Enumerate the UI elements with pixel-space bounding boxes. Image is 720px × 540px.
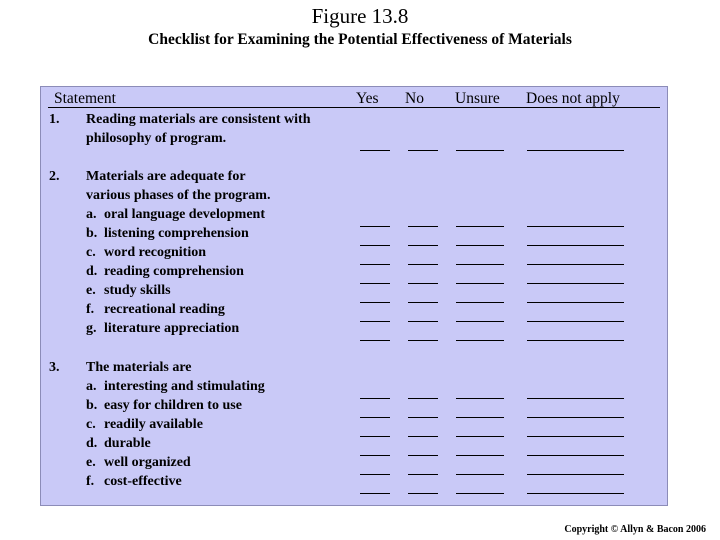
subitem-text: well organized bbox=[104, 455, 191, 470]
item-number: 3. bbox=[49, 360, 60, 375]
does-not-apply-blank[interactable] bbox=[527, 321, 624, 322]
no-blank[interactable] bbox=[408, 417, 438, 418]
no-blank[interactable] bbox=[408, 436, 438, 437]
subitem-text: interesting and stimulating bbox=[104, 379, 265, 394]
header-rule bbox=[48, 107, 660, 108]
no-blank[interactable] bbox=[408, 493, 438, 494]
subitem-text: listening comprehension bbox=[104, 226, 249, 241]
yes-blank[interactable] bbox=[360, 455, 390, 456]
subitem bbox=[86, 207, 265, 223]
subitem bbox=[86, 455, 191, 471]
yes-blank[interactable] bbox=[360, 436, 390, 437]
does-not-apply-blank[interactable] bbox=[527, 417, 624, 418]
unsure-blank[interactable] bbox=[456, 302, 504, 303]
unsure-blank[interactable] bbox=[456, 417, 504, 418]
subitem bbox=[86, 321, 239, 337]
item-number: 2. bbox=[49, 169, 60, 184]
item-text-line: The materials are bbox=[86, 360, 192, 375]
subitem-letter: d. bbox=[86, 264, 98, 279]
subitem-text: readily available bbox=[104, 417, 203, 432]
does-not-apply-blank[interactable] bbox=[527, 302, 624, 303]
unsure-blank[interactable] bbox=[456, 455, 504, 456]
subitem bbox=[86, 245, 206, 261]
yes-blank[interactable] bbox=[360, 417, 390, 418]
does-not-apply-blank[interactable] bbox=[527, 264, 624, 265]
yes-blank[interactable] bbox=[360, 283, 390, 284]
no-blank[interactable] bbox=[408, 264, 438, 265]
subitem bbox=[86, 417, 203, 433]
does-not-apply-blank[interactable] bbox=[527, 455, 624, 456]
subitem-text: word recognition bbox=[104, 245, 207, 260]
item-number: 1. bbox=[49, 112, 60, 127]
header-does-not-apply: Does not apply bbox=[526, 90, 620, 107]
no-blank[interactable] bbox=[408, 226, 438, 227]
does-not-apply-blank[interactable] bbox=[527, 474, 624, 475]
header-yes: Yes bbox=[356, 90, 379, 107]
subitem-text: study skills bbox=[104, 283, 171, 298]
no-blank[interactable] bbox=[408, 245, 438, 246]
yes-blank[interactable] bbox=[360, 340, 390, 341]
does-not-apply-blank[interactable] bbox=[527, 340, 624, 341]
item-text-line: various phases of the program. bbox=[86, 188, 271, 203]
yes-blank[interactable] bbox=[360, 302, 390, 303]
subitem bbox=[86, 436, 151, 452]
subitem-letter: g. bbox=[86, 321, 97, 336]
subitem-text: reading comprehension bbox=[104, 264, 244, 279]
unsure-blank[interactable] bbox=[456, 283, 504, 284]
subitem-letter: c. bbox=[86, 417, 96, 432]
no-blank[interactable] bbox=[408, 455, 438, 456]
does-not-apply-blank[interactable] bbox=[527, 150, 624, 151]
unsure-blank[interactable] bbox=[456, 436, 504, 437]
subitem-letter: e. bbox=[86, 283, 96, 298]
does-not-apply-blank[interactable] bbox=[527, 398, 624, 399]
item-text-line: Reading materials are consistent with bbox=[86, 112, 311, 127]
subitem-letter: a. bbox=[86, 379, 97, 394]
no-blank[interactable] bbox=[408, 474, 438, 475]
yes-blank[interactable] bbox=[360, 493, 390, 494]
header-statement: Statement bbox=[54, 90, 116, 107]
no-blank[interactable] bbox=[408, 340, 438, 341]
subitem bbox=[86, 226, 249, 242]
subitem bbox=[86, 398, 242, 414]
subitem-letter: d. bbox=[86, 436, 98, 451]
unsure-blank[interactable] bbox=[456, 264, 504, 265]
copyright-notice: Copyright © Allyn & Bacon 2006 bbox=[564, 524, 706, 535]
yes-blank[interactable] bbox=[360, 226, 390, 227]
subitem bbox=[86, 264, 244, 280]
subitem bbox=[86, 302, 225, 318]
no-blank[interactable] bbox=[408, 283, 438, 284]
unsure-blank[interactable] bbox=[456, 340, 504, 341]
yes-blank[interactable] bbox=[360, 150, 390, 151]
subitem-letter: a. bbox=[86, 207, 97, 222]
figure-subtitle: Checklist for Examining the Potential Effectiveness of Materials bbox=[148, 31, 572, 48]
subitem-letter: f. bbox=[86, 474, 95, 489]
yes-blank[interactable] bbox=[360, 474, 390, 475]
subitem-text: oral language development bbox=[104, 207, 265, 222]
subitem bbox=[86, 379, 265, 395]
no-blank[interactable] bbox=[408, 302, 438, 303]
does-not-apply-blank[interactable] bbox=[527, 245, 624, 246]
subitem bbox=[86, 283, 171, 299]
subitem-letter: b. bbox=[86, 398, 98, 413]
subitem-letter: f. bbox=[86, 302, 95, 317]
does-not-apply-blank[interactable] bbox=[527, 283, 624, 284]
subitem bbox=[86, 474, 182, 490]
unsure-blank[interactable] bbox=[456, 474, 504, 475]
subitem-letter: c. bbox=[86, 245, 96, 260]
subitem-text: literature appreciation bbox=[104, 321, 240, 336]
item-text-line: Materials are adequate for bbox=[86, 169, 246, 184]
subitem-text: cost-effective bbox=[104, 474, 182, 489]
yes-blank[interactable] bbox=[360, 321, 390, 322]
subitem-text: durable bbox=[104, 436, 151, 451]
does-not-apply-blank[interactable] bbox=[527, 226, 624, 227]
unsure-blank[interactable] bbox=[456, 245, 504, 246]
figure-title: Figure 13.8 bbox=[311, 4, 409, 28]
does-not-apply-blank[interactable] bbox=[527, 436, 624, 437]
unsure-blank[interactable] bbox=[456, 398, 504, 399]
no-blank[interactable] bbox=[408, 321, 438, 322]
subitem-text: recreational reading bbox=[104, 302, 225, 317]
header-unsure: Unsure bbox=[455, 90, 500, 107]
yes-blank[interactable] bbox=[360, 398, 390, 399]
header-no: No bbox=[405, 90, 424, 107]
yes-blank[interactable] bbox=[360, 264, 390, 265]
does-not-apply-blank[interactable] bbox=[527, 493, 624, 494]
no-blank[interactable] bbox=[408, 398, 438, 399]
item-text-line: philosophy of program. bbox=[86, 131, 227, 146]
subitem-letter: b. bbox=[86, 226, 98, 241]
unsure-blank[interactable] bbox=[456, 493, 504, 494]
subitem-letter: e. bbox=[86, 455, 96, 470]
no-blank[interactable] bbox=[408, 150, 438, 151]
subitem-text: easy for children to use bbox=[104, 398, 242, 413]
unsure-blank[interactable] bbox=[456, 321, 504, 322]
unsure-blank[interactable] bbox=[456, 226, 504, 227]
yes-blank[interactable] bbox=[360, 245, 390, 246]
unsure-blank[interactable] bbox=[456, 150, 504, 151]
